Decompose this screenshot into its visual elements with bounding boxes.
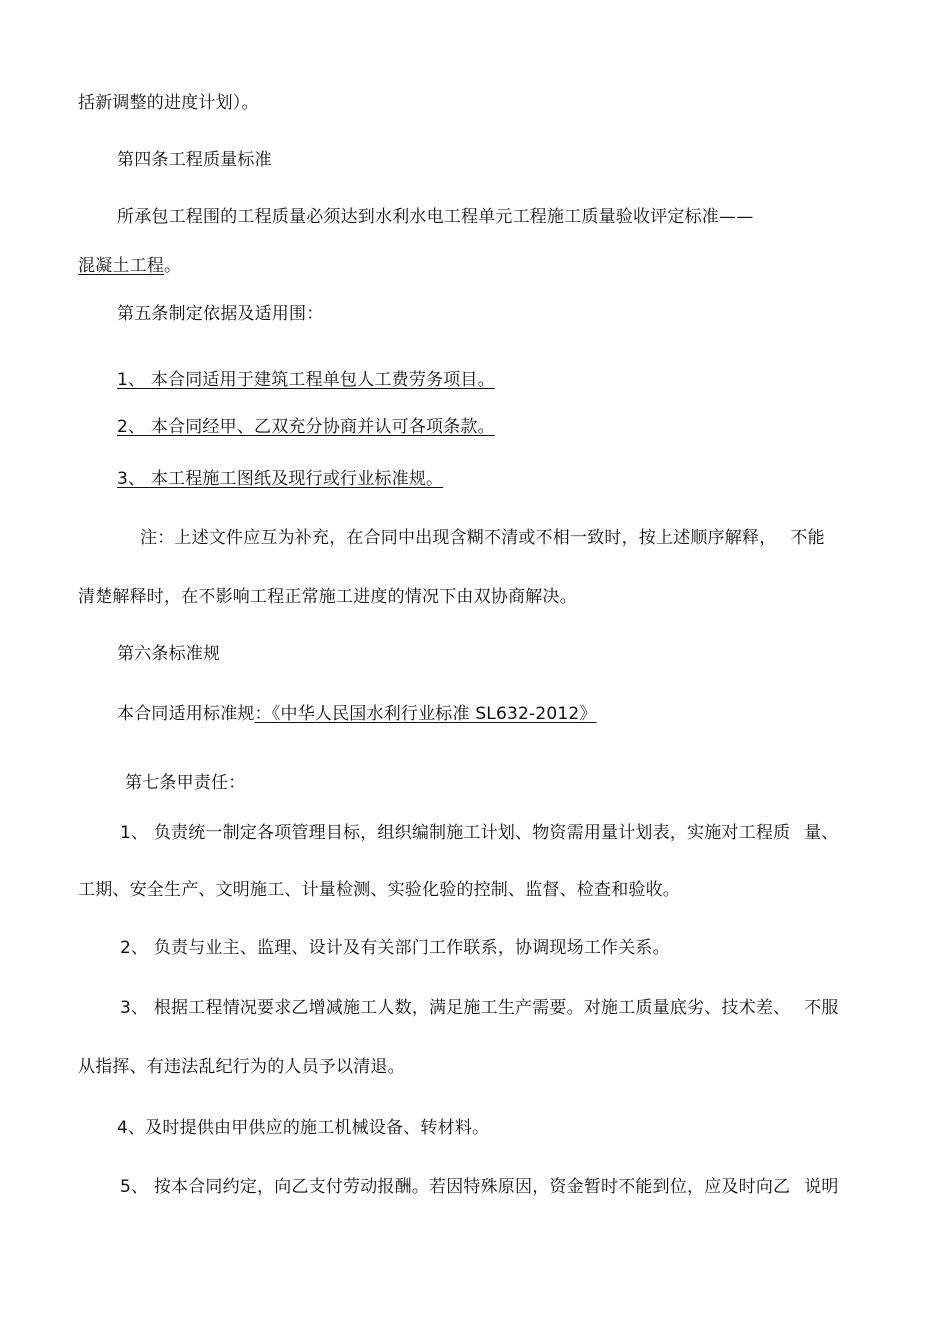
duty-5-tail: 说明 <box>804 1177 839 1197</box>
list-item-1: 1、 本合同适用于建筑工程单包人工费劳务项目。 <box>117 370 495 390</box>
heading-article-4: 第四条工程质量标准 <box>117 150 272 170</box>
heading-article-5: 第五条制定依据及适用围： <box>117 304 324 324</box>
text-line-concrete <box>78 255 181 277</box>
list-item-3: 3、 本工程施工图纸及现行或行业标准规。 <box>117 469 444 489</box>
note-tail: 不能 <box>790 528 825 548</box>
text-line-quality-standard: 所承包工程围的工程质量必须达到水利水电工程单元工程施工质量验收评定标准—— <box>117 207 754 227</box>
list-item-2: 2、 本合同经甲、乙双充分协商并认可各项条款。 <box>117 417 495 437</box>
concrete-works-underlined: 混凝土工程 <box>78 256 164 276</box>
text-line-duty-2: 2、 负责与业主、监理、设计及有关部门工作联系，协调现场工作关系。 <box>120 938 670 958</box>
text-line-duty-5 <box>120 1176 839 1198</box>
text-line-note <box>140 527 825 549</box>
text-line-duty-3-continued: 从指挥、有违法乱纪行为的人员予以清退。 <box>78 1057 405 1077</box>
text-line-note-continued: 清楚解释时，在不影响工程正常施工进度的情况下由双协商解决。 <box>78 587 577 607</box>
duty-3-main: 3、 根据工程情况要求乙增减施工人数，满足施工生产需要。对施工质量底劣、技术差、 <box>120 998 791 1018</box>
standard-label: 本合同适用标准规 <box>117 704 255 724</box>
text-line-progress-plan: 括新调整的进度计划）。 <box>78 93 259 113</box>
standard-name-underlined: ：《中华人民国水利行业标准 SL632-2012》 <box>254 704 597 724</box>
concrete-period: 。 <box>164 256 182 276</box>
text-line-duty-1-continued: 工期、安全生产、文明施工、计量检测、实验化验的控制、监督、检查和验收。 <box>78 880 680 900</box>
note-main: 注：上述文件应互为补充，在合同中出现含糊不清或不相一致时，按上述顺序解释， <box>140 528 777 548</box>
text-line-duty-1 <box>120 822 839 844</box>
duty-1-main: 1、 负责统一制定各项管理目标，组织编制施工计划、物资需用量计划表，实施对工程质 <box>120 823 791 843</box>
text-line-standard <box>117 703 597 725</box>
text-line-duty-3 <box>120 997 839 1019</box>
duty-1-tail: 量、 <box>804 823 839 843</box>
heading-article-7: 第七条甲责任： <box>125 773 246 793</box>
text-line-duty-4: 4、及时提供由甲供应的施工机械设备、转材料。 <box>117 1118 490 1138</box>
duty-5-main: 5、 按本合同约定，向乙支付劳动报酬。若因特殊原因，资金暂时不能到位，应及时向乙 <box>120 1177 791 1197</box>
heading-article-6: 第六条标准规 <box>117 644 221 664</box>
duty-3-tail: 不服 <box>804 998 839 1018</box>
